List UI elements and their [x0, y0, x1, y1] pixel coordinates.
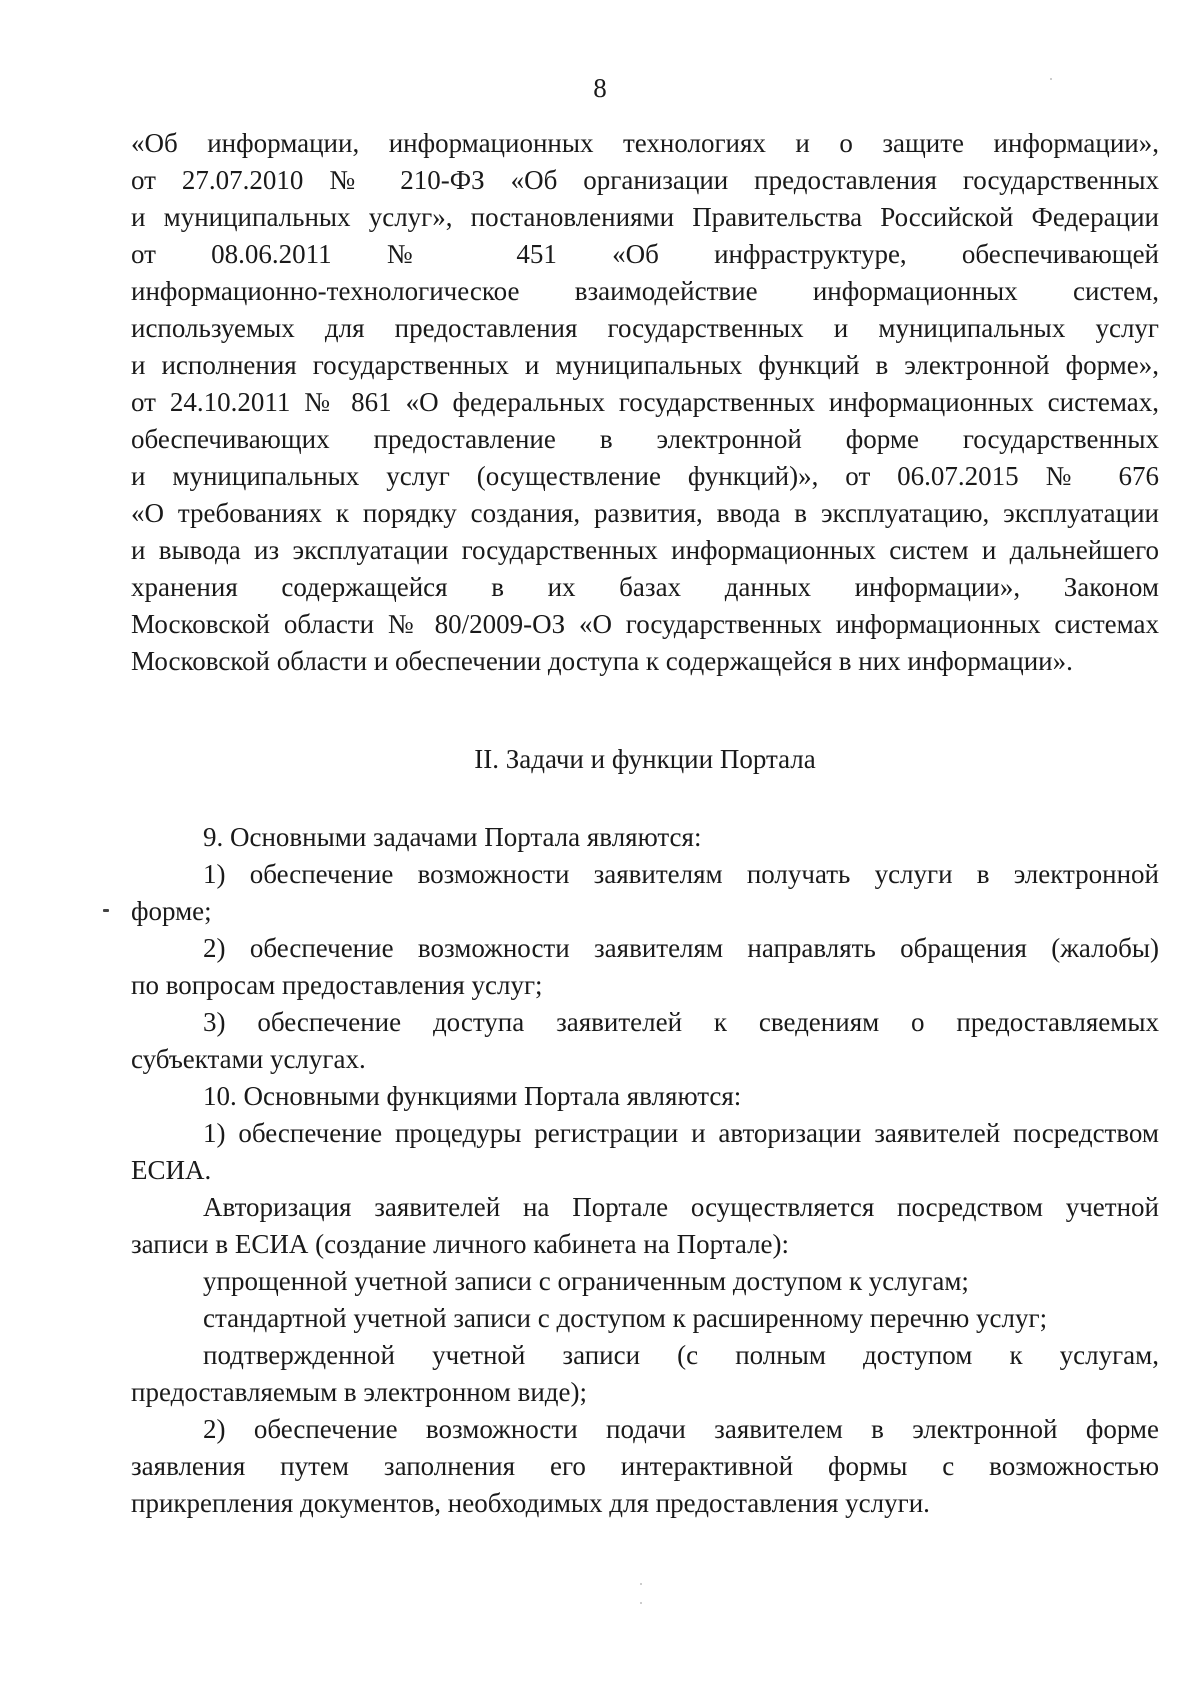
list-heading-tasks: 9. Основными задачами Портала являются:: [203, 822, 702, 852]
scan-speck: [640, 1602, 642, 1604]
text-line: заявления путем заполнения его интерактивной формы с возможностью: [131, 1451, 1159, 1481]
text-line: и вывода из эксплуатации государственных информационных систем и дальнейшего: [131, 535, 1159, 565]
scan-speck: [640, 1583, 642, 1585]
text-line: прикрепления документов, необходимых для предоставления услуги.: [131, 1488, 930, 1518]
sub-list-item: упрощенной учетной записи с ограниченным доступом к услугам;: [203, 1266, 969, 1296]
text-line: Московской области № 80/2009-ОЗ «О государственных информационных системах: [131, 609, 1159, 639]
page-number: 8: [593, 73, 607, 103]
text-line: и исполнения государственных и муниципальных функций в электронной форме»,: [131, 350, 1159, 380]
section-heading-block: [131, 741, 1159, 778]
text-line: форме;: [131, 896, 212, 926]
section-heading: II. Задачи и функции Портала: [474, 744, 816, 774]
list-item: 2) обеспечение возможности заявителям направлять обращения (жалобы): [203, 933, 1159, 963]
text-line: субъектами услугах.: [131, 1044, 366, 1074]
list-heading-functions: 10. Основными функциями Портала являются:: [203, 1081, 742, 1111]
text-line: от 24.10.2011 № 861 «О федеральных государственных информационных системах,: [131, 387, 1159, 417]
sub-list-item: стандартной учетной записи с доступом к расширенному перечню услуг;: [203, 1303, 1048, 1333]
text-line: Авторизация заявителей на Портале осуществляется посредством учетной: [203, 1192, 1159, 1222]
list-item: 1) обеспечение возможности заявителям получать услуги в электронной: [203, 859, 1159, 889]
margin-mark: [103, 909, 109, 912]
text-line: информационно-технологическое взаимодействие информационных систем,: [131, 276, 1159, 306]
paragraph-continuation: [131, 125, 1159, 680]
text-line: хранения содержащейся в их базах данных информации», Законом: [131, 572, 1159, 602]
text-line: Московской области и обеспечении доступа к содержащейся в них информации».: [131, 646, 1073, 676]
text-line: используемых для предоставления государственных и муниципальных услуг: [131, 313, 1159, 343]
text-line: записи в ЕСИА (создание личного кабинета на Портале):: [131, 1229, 790, 1259]
list-item: 2) обеспечение возможности подачи заявителем в электронной форме: [203, 1414, 1159, 1444]
list-item: 1) обеспечение процедуры регистрации и авторизации заявителей посредством: [203, 1118, 1159, 1148]
text-line: и муниципальных услуг (осуществление функций)», от 06.07.2015 № 676: [131, 461, 1159, 491]
text-line: от 08.06.2011 № 451 «Об инфраструктуре, обеспечивающей: [131, 239, 1159, 269]
text-line: «Об информации, информационных технологиях и о защите информации»,: [131, 128, 1159, 158]
text-line: по вопросам предоставления услуг;: [131, 970, 543, 1000]
sub-list-item: подтвержденной учетной записи (с полным доступом к услугам,: [203, 1340, 1159, 1370]
text-line: и муниципальных услуг», постановлениями Правительства Российской Федерации: [131, 202, 1159, 232]
text-line: обеспечивающих предоставление в электронной форме государственных: [131, 424, 1159, 454]
text-line: «О требованиях к порядку создания, развития, ввода в эксплуатацию, эксплуатации: [131, 498, 1159, 528]
scan-speck: [1050, 78, 1052, 80]
text-line: от 27.07.2010 № 210-ФЗ «Об организации предоставления государственных: [131, 165, 1159, 195]
text-line: предоставляемым в электронном виде);: [131, 1377, 587, 1407]
section-body: [131, 819, 1159, 1522]
text-line: ЕСИА.: [131, 1155, 212, 1185]
list-item: 3) обеспечение доступа заявителей к сведениям о предоставляемых: [203, 1007, 1159, 1037]
